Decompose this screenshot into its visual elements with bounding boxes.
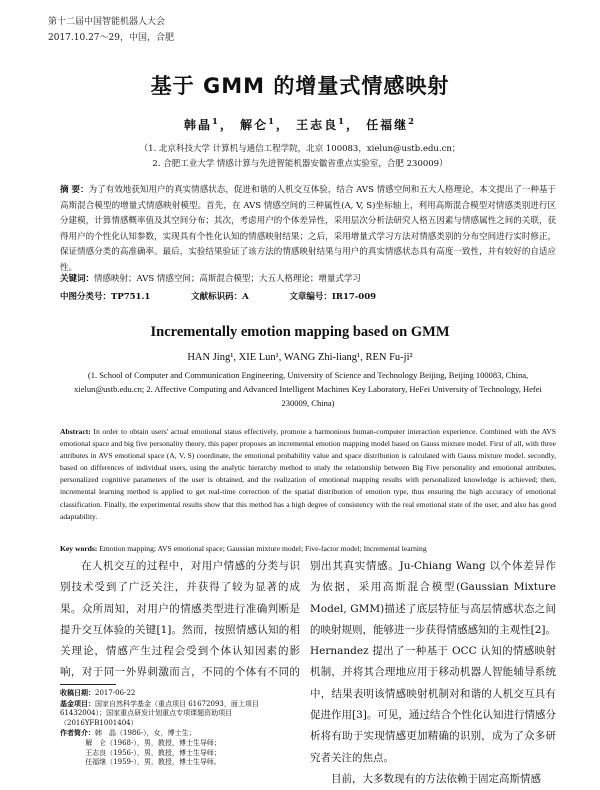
class-value: TP751.1 <box>111 292 151 302</box>
chinese-keywords <box>60 272 556 284</box>
doc-code-value: A <box>242 292 249 302</box>
keywords-text: Emotion mapping; AVS emotional space; Gaussian mixture model; Five-factor model; Incremental learning <box>99 544 427 553</box>
chinese-affiliation-1: （1. 北京科技大学 计算机与通信工程学院，北京 100083，xielun@ustb.edu.cn； <box>139 144 461 154</box>
chinese-affiliation-2: 2. 合肥工业大学 情感计算与先进智能机器安徽省重点实验室，合肥 230009） <box>152 159 448 169</box>
author-bio: 韩 晶（1986-），女，博士生； <box>95 729 196 738</box>
english-abstract <box>60 426 556 523</box>
abstract-label: 摘 要： <box>60 185 89 195</box>
author-name: 王志良 <box>296 118 339 132</box>
chinese-title: 基于 GMM 的增量式情感映射 <box>150 74 450 98</box>
fund-label: 基金项目： <box>60 698 95 708</box>
author-mark: 1 <box>268 116 276 126</box>
chinese-abstract <box>60 183 556 277</box>
footnote-received <box>60 688 300 699</box>
author-mark: 1 <box>212 116 220 126</box>
footnote-divider <box>60 684 116 685</box>
body-paragraph: 目前，大多数现有的方法依赖于固定高斯情感 <box>331 772 541 785</box>
chinese-authors: 韩晶$^1$， 解仑$^1$， 王志良$^1$， 任福继$^2$ <box>184 116 416 132</box>
body-paragraph: 别出其真实情感。Ju-Chiang Wang 以个体差异作为依据，采用高斯混合模型(Gaussian Mixture Model, GMM)描述了底层特征与高层情感状态之间的映射规则，能够进一步获得情感感知的主观性[2]。Hernandez 提出了一种基于 OCC 认知的情感映射机制，并将其合理地应用于移动机器人智能辅导系统中，结果表明该情感映射机制对和谐的人机交互具有促进作用[3]。可见，通过结合个性化认知进行情感分析将有助于实现情感更加精确的识别，成为了众多研究者关注的焦点。 <box>310 560 556 764</box>
article-no-value: IR17-009 <box>331 292 377 302</box>
english-authors: HAN Jing¹, XIE Lun¹, WANG Zhi-liang¹, REN Fu-ji² <box>187 352 413 363</box>
conference-date-location: 2017.10.27～29，中国，合肥 <box>48 33 174 43</box>
keywords-label: Key words: <box>60 544 98 553</box>
author-bio: 解 仑（1968-），男，教授，博士生导师； <box>85 738 221 747</box>
conference-name: 第十二届中国智能机器人大会 <box>48 17 166 27</box>
class-number <box>60 292 150 302</box>
author-mark: 2 <box>408 116 416 126</box>
abstract-text: In order to obtain users' actual emotional status effectively, promote a harmonious human-computer interaction experience. Combined with the AVS emotional space and big five personality theory, this paper proposes an incremental emotion mapping model based on Gauss mixture model. First of all, with three attributes in AVS emotional space (A, V, S) coordinate, the emotional probability value and space distribution is calculated with Gauss mixture model. secondly, based on differences of individual users, using the analytic hierarchy method to study the relationship between Big Five personality and emotional attributes, personalized cognitive parameters of the user is obtained, and the realization of emotional mapping results with personalized knowledge is achieved; then, incremental learning method is applied to get real-time correction of the spatial distribution of emotion type, thus ensuring the high accuracy of emotional classification. Finally, the experimental results show that this method has a high degree of consistency with the real emotional state of the user, and also has good adaptability. <box>60 427 556 521</box>
english-title: Incrementally emotion mapping based on GMM <box>150 324 450 340</box>
english-keywords <box>60 544 556 553</box>
footnote-fund <box>60 699 300 729</box>
keywords-label: 关键词： <box>60 274 95 284</box>
received-label: 收稿日期： <box>60 688 95 697</box>
author-name: 解仑 <box>240 118 269 132</box>
doc-code-label: 文献标识码： <box>191 292 243 302</box>
footnote <box>60 688 300 768</box>
author-name: 任福继 <box>366 118 409 132</box>
article-no-label: 文章编号： <box>289 292 332 302</box>
fund-value: 国家自然科学基金（重点项目 61672093，面上项目 61432004）；国家重点研发计划重点专项课题资助项目（2016YFB1001404） <box>60 699 259 727</box>
classification-line <box>60 290 556 302</box>
author-bio: 任福继（1959-），男，教授，博士生导师。 <box>85 758 221 767</box>
keywords-text: 情感映射；AVS 情感空间；高斯混合模型；大五人格理论；增量式学习 <box>94 274 361 284</box>
article-number <box>289 292 376 302</box>
class-label: 中图分类号： <box>60 292 112 302</box>
abstract-text: 为了有效地获知用户的真实情感状态，促进和谐的人机交互体验，结合 AVS 情感空间和五大人格理论，本文提出了一种基于高斯混合模型的增量式情感映射模型。首先，在 AVS 情感空间的三种属性(A, V, S)坐标轴上，利用高斯混合模型对情感类别进行区分建模，计算情感概率值及其空间分布；其次，考虑用户的个体差异性，采用层次分析法研究人格五因素与情感属性之间的关联，获得用户的个性化认知参数，实现具有个性化认知的情感映射结果；之后，采用增量式学习方法对情感类别的分布空间进行实时修正，保证情感分类的高准确率。最后，实验结果验证了该方法的情感映射结果与用户的真实情感状态具有高度一致性，并有较好的自适应性。 <box>60 185 556 273</box>
doc-code <box>191 292 249 302</box>
body-left-column: 在人机交互的过程中，对用户情感的分类与识别技术受到了广泛关注，并获得了较为显著的成果。众所周知，对用户的情感类型进行准确判断是提升交互体验的关键[1]。然而，按照情感认知的相关理论，情感产生过程会受到个体认知因素的影响，对于同一外界刺激而言，不同的个体有不同的 <box>60 560 300 679</box>
body-right-column <box>310 556 556 790</box>
author-name: 韩晶 <box>184 118 213 132</box>
abstract-label: Abstract: <box>60 427 91 436</box>
authors-label: 作者简介： <box>60 728 95 738</box>
footnote-authors <box>60 728 300 739</box>
received-value: 2017-06-22 <box>95 689 136 697</box>
author-bio: 王志良（1956-），男，教授，博士生导师； <box>85 748 221 757</box>
english-affiliation: (1. School of Computer and Communication Engineering, University of Science and Technology Beijing, Beijing 100083, China, xielun@ustb.edu.cn; 2. Affective Computing and Advanced Intelligent Machines Key Laboratory, HeFei University of Technology, Hefei 230009, China) <box>74 370 542 408</box>
author-mark: 1 <box>338 116 346 126</box>
